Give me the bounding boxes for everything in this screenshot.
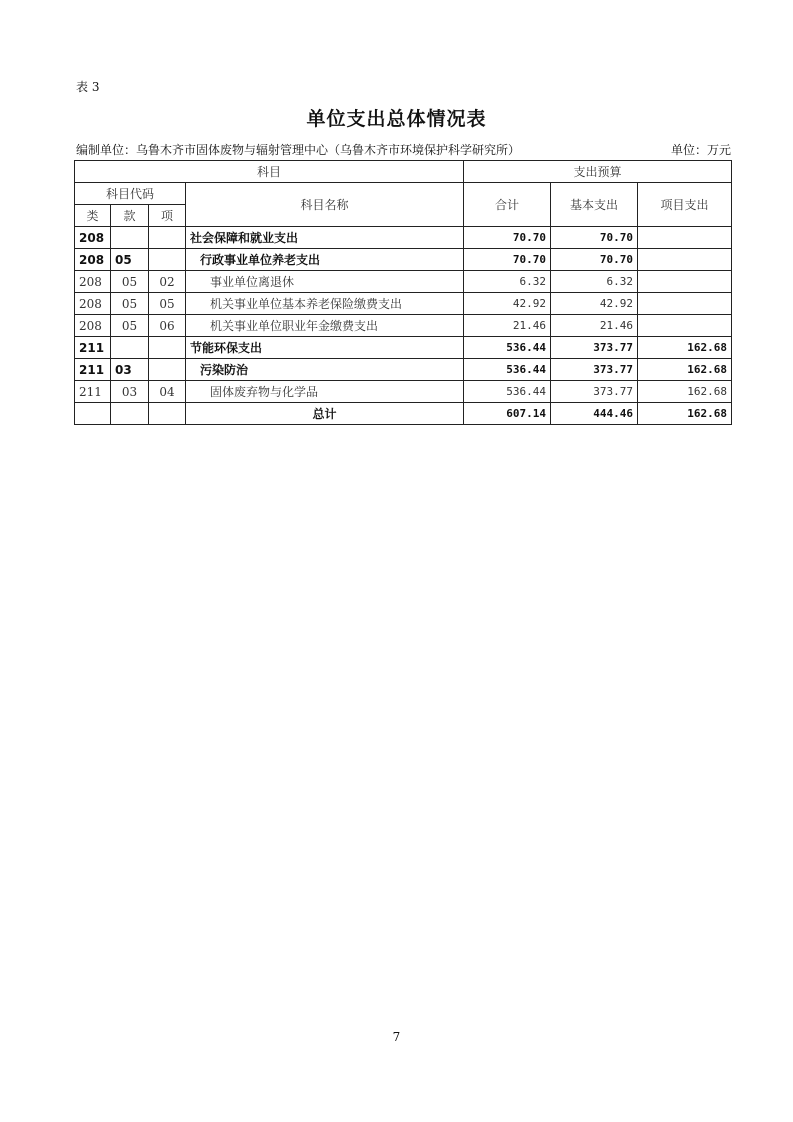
cell-total: 536.44: [464, 359, 551, 381]
page-title: 单位支出总体情况表: [306, 108, 487, 130]
cell-lei: 208: [75, 271, 111, 293]
header-total: 合计: [464, 183, 551, 227]
header-project: 项目支出: [638, 183, 732, 227]
cell-total: 70.70: [464, 227, 551, 249]
cell-lei: [75, 403, 111, 425]
header-subject: 科目: [75, 161, 464, 183]
cell-project: 162.68: [638, 359, 732, 381]
cell-kuan: 05: [111, 249, 149, 271]
cell-total: 6.32: [464, 271, 551, 293]
cell-project: 162.68: [638, 381, 732, 403]
cell-lei: 208: [75, 249, 111, 271]
total-project: 162.68: [638, 403, 732, 425]
total-sum: 607.14: [464, 403, 551, 425]
cell-name: 污染防治: [186, 359, 464, 381]
page-number: 7: [392, 1030, 401, 1044]
cell-basic: 373.77: [551, 337, 638, 359]
total-basic: 444.46: [551, 403, 638, 425]
cell-project: [638, 293, 732, 315]
header-kuan: 款: [111, 205, 149, 227]
cell-basic: 6.32: [551, 271, 638, 293]
cell-kuan: 05: [111, 271, 149, 293]
cell-xiang: 04: [149, 381, 186, 403]
cell-xiang: 06: [149, 315, 186, 337]
cell-xiang: 05: [149, 293, 186, 315]
total-label: 总计: [186, 403, 464, 425]
cell-project: [638, 271, 732, 293]
header-basic: 基本支出: [551, 183, 638, 227]
table-row: [75, 315, 732, 337]
meta-row: [76, 141, 731, 158]
table-row: [75, 249, 732, 271]
table-label: 表 3: [76, 80, 100, 94]
cell-kuan: [111, 403, 149, 425]
currency-unit: 单位：万元: [670, 143, 731, 157]
cell-total: 21.46: [464, 315, 551, 337]
table-row: [75, 359, 732, 381]
cell-lei: 211: [75, 381, 111, 403]
cell-kuan: 05: [111, 315, 149, 337]
cell-project: [638, 315, 732, 337]
header-code: 科目代码: [75, 183, 186, 205]
cell-project: 162.68: [638, 337, 732, 359]
compiler-unit: 编制单位：乌鲁木齐市固体废物与辐射管理中心（乌鲁木齐市环境保护科学研究所）: [76, 143, 521, 157]
table-row: [75, 293, 732, 315]
table-row: [75, 227, 732, 249]
cell-lei: 208: [75, 293, 111, 315]
cell-name: 机关事业单位职业年金缴费支出: [186, 315, 464, 337]
cell-basic: 70.70: [551, 227, 638, 249]
cell-name: 固体废弃物与化学品: [186, 381, 464, 403]
cell-lei: 211: [75, 359, 111, 381]
cell-basic: 373.77: [551, 381, 638, 403]
cell-lei: 208: [75, 315, 111, 337]
cell-total: 70.70: [464, 249, 551, 271]
cell-kuan: 05: [111, 293, 149, 315]
header-budget: 支出预算: [464, 161, 732, 183]
cell-xiang: [149, 337, 186, 359]
table-row: [75, 271, 732, 293]
cell-name: 社会保障和就业支出: [186, 227, 464, 249]
cell-xiang: [149, 403, 186, 425]
cell-total: 536.44: [464, 337, 551, 359]
cell-basic: 70.70: [551, 249, 638, 271]
cell-kuan: [111, 337, 149, 359]
header-xiang: 项: [149, 205, 186, 227]
cell-basic: 373.77: [551, 359, 638, 381]
cell-lei: 208: [75, 227, 111, 249]
cell-xiang: [149, 359, 186, 381]
cell-name: 行政事业单位养老支出: [186, 249, 464, 271]
cell-lei: 211: [75, 337, 111, 359]
total-row: [75, 403, 732, 425]
cell-total: 536.44: [464, 381, 551, 403]
cell-kuan: 03: [111, 381, 149, 403]
cell-name: 节能环保支出: [186, 337, 464, 359]
budget-table: [74, 160, 732, 425]
cell-project: [638, 249, 732, 271]
table-row: [75, 337, 732, 359]
cell-name: 机关事业单位基本养老保险缴费支出: [186, 293, 464, 315]
cell-xiang: [149, 249, 186, 271]
header-name: 科目名称: [186, 183, 464, 227]
cell-kuan: [111, 227, 149, 249]
cell-project: [638, 227, 732, 249]
cell-basic: 21.46: [551, 315, 638, 337]
cell-kuan: 03: [111, 359, 149, 381]
header-lei: 类: [75, 205, 111, 227]
cell-xiang: 02: [149, 271, 186, 293]
cell-name: 事业单位离退休: [186, 271, 464, 293]
cell-basic: 42.92: [551, 293, 638, 315]
cell-total: 42.92: [464, 293, 551, 315]
cell-xiang: [149, 227, 186, 249]
table-row: [75, 381, 732, 403]
